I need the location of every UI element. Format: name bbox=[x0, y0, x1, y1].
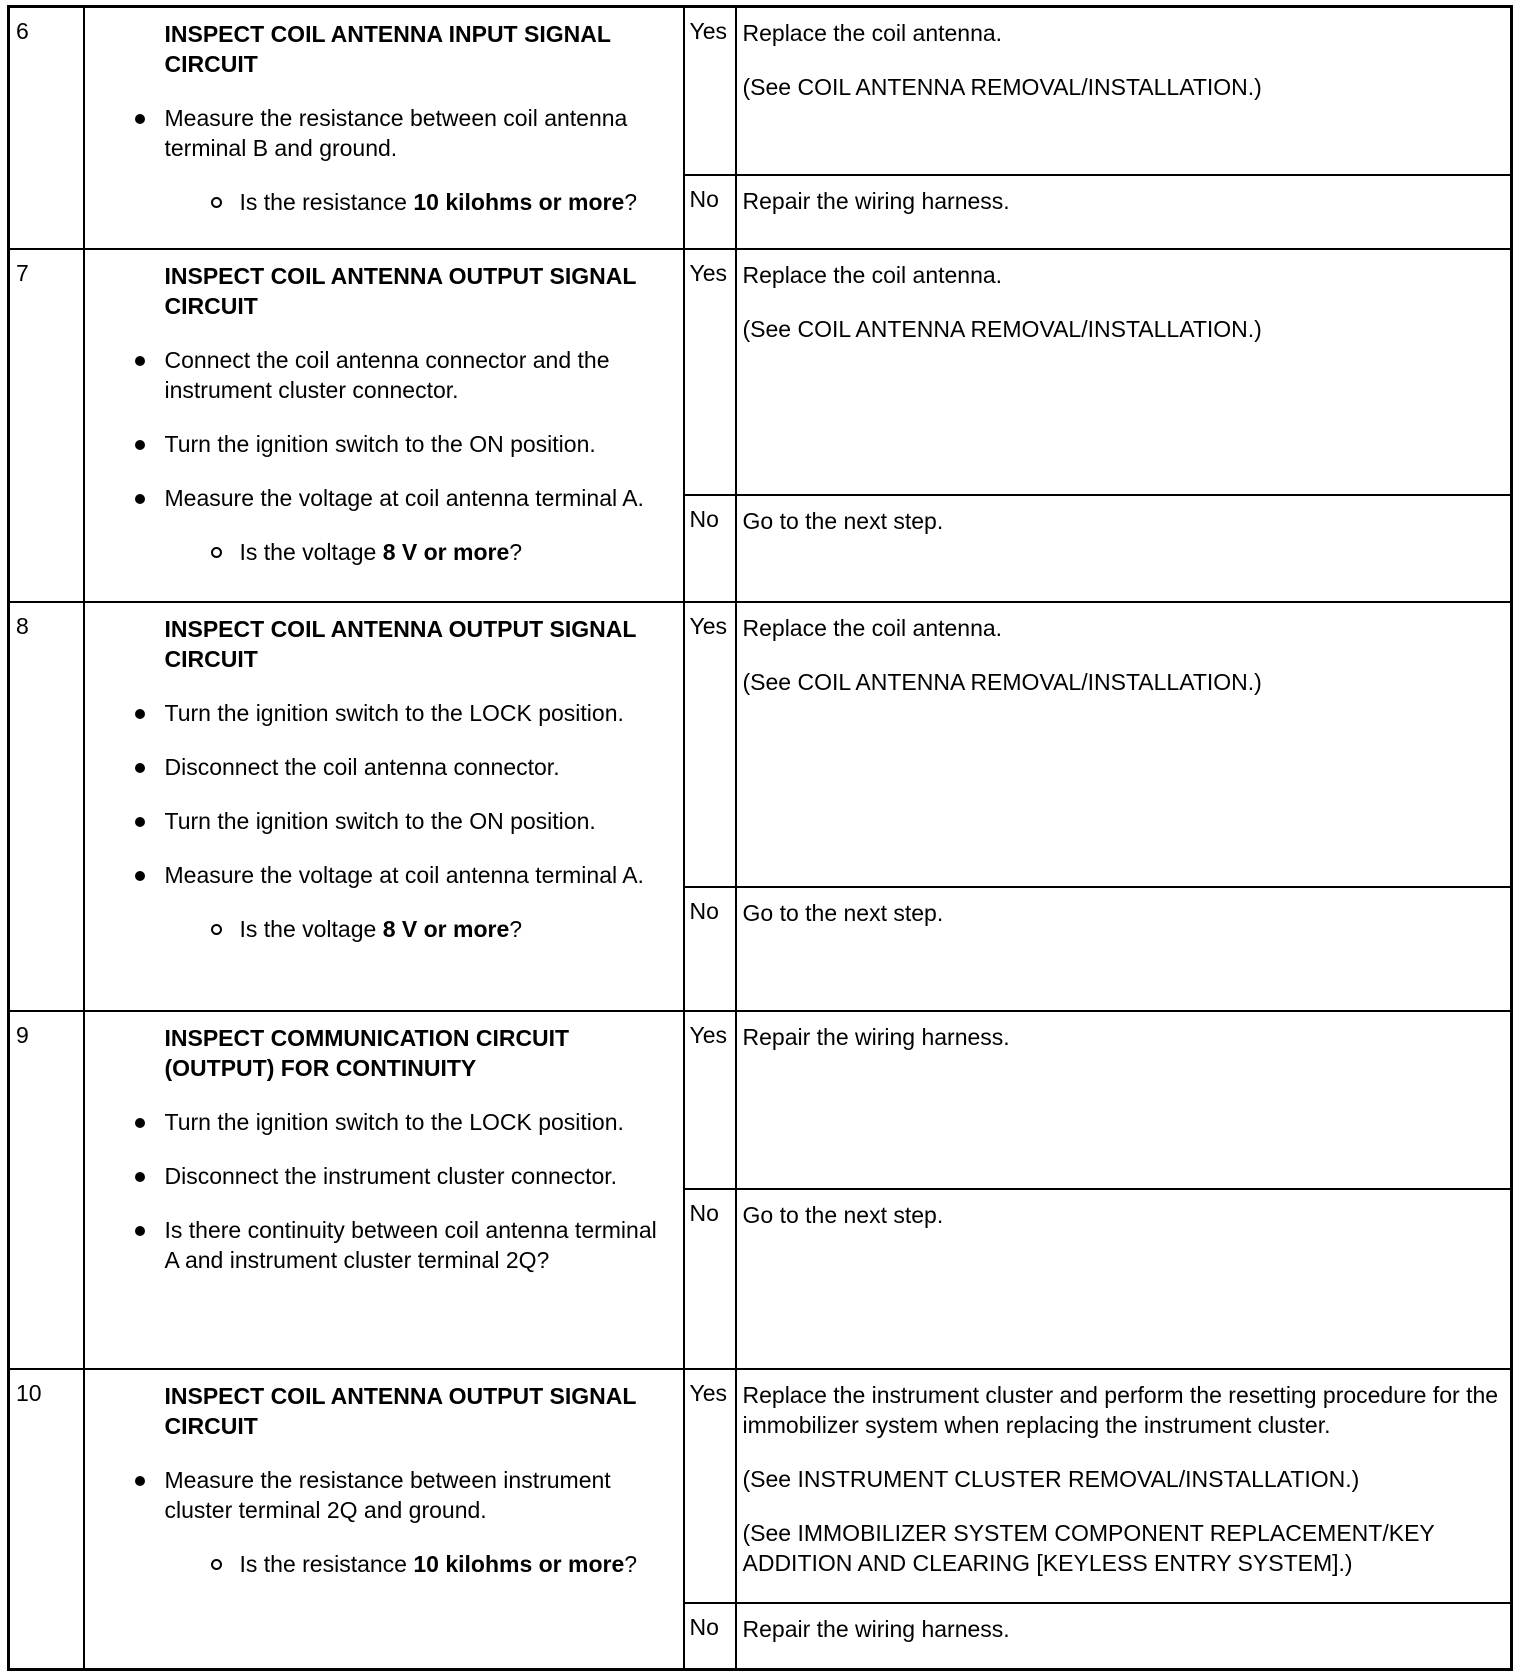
step-bullet: Measure the resistance between coil antenna terminal B and ground. bbox=[165, 103, 663, 163]
step-number: 7 bbox=[9, 249, 84, 602]
step-bullet: Disconnect the instrument cluster connector. bbox=[165, 1161, 663, 1191]
no-label: No bbox=[684, 1603, 736, 1670]
step-body bbox=[84, 1369, 684, 1670]
yes-label: Yes bbox=[684, 7, 736, 175]
step-bullet: Turn the ignition switch to the ON position. bbox=[165, 806, 663, 836]
step-bullet: Measure the voltage at coil antenna terminal A. bbox=[165, 483, 663, 513]
no-result: Go to the next step. bbox=[736, 495, 1512, 602]
step-number: 8 bbox=[9, 602, 84, 1011]
no-result: Go to the next step. bbox=[736, 887, 1512, 1011]
yes-result: Replace the coil antenna. (See COIL ANTENNA REMOVAL/INSTALLATION.) bbox=[736, 602, 1512, 887]
step-6-yes-row bbox=[9, 7, 1512, 175]
yes-result: Replace the coil antenna. (See COIL ANTENNA REMOVAL/INSTALLATION.) bbox=[736, 249, 1512, 495]
step-question: Is the voltage 8 V or more? bbox=[240, 914, 663, 944]
no-label: No bbox=[684, 1189, 736, 1369]
yes-result: Replace the instrument cluster and perform the resetting procedure for the immobilizer system when replacing the instrument cluster. (See INSTRUMENT CLUSTER REMOVAL/INSTALLATION.) (See IMMOBILIZER SYSTEM COMPONENT REPLACEMENT/KEY ADDITION AND CLEARING [KEYLESS ENTRY SYSTEM].) bbox=[736, 1369, 1512, 1603]
step-number: 6 bbox=[9, 7, 84, 249]
step-title: INSPECT COIL ANTENNA OUTPUT SIGNAL CIRCUIT bbox=[164, 262, 637, 319]
step-8-yes-row bbox=[9, 602, 1512, 887]
step-body bbox=[84, 602, 684, 1011]
step-bullet: Turn the ignition switch to the ON position. bbox=[165, 429, 663, 459]
no-result: Repair the wiring harness. bbox=[736, 175, 1512, 249]
step-bullet: Disconnect the coil antenna connector. bbox=[165, 752, 663, 782]
step-9-yes-row bbox=[9, 1011, 1512, 1189]
step-bullet: Turn the ignition switch to the LOCK position. bbox=[165, 1107, 663, 1137]
yes-label: Yes bbox=[684, 249, 736, 495]
step-7-yes-row bbox=[9, 249, 1512, 495]
step-bullet: Turn the ignition switch to the LOCK position. bbox=[165, 698, 663, 728]
step-10-yes-row bbox=[9, 1369, 1512, 1603]
yes-label: Yes bbox=[684, 1011, 736, 1189]
yes-label: Yes bbox=[684, 602, 736, 887]
yes-result: Repair the wiring harness. bbox=[736, 1011, 1512, 1189]
step-question: Is the resistance 10 kilohms or more? bbox=[240, 187, 663, 217]
step-bullet: Measure the resistance between instrument cluster terminal 2Q and ground. bbox=[165, 1465, 663, 1525]
step-body bbox=[84, 1011, 684, 1369]
step-body bbox=[84, 7, 684, 249]
no-label: No bbox=[684, 495, 736, 602]
step-title: INSPECT COIL ANTENNA OUTPUT SIGNAL CIRCUIT bbox=[164, 1382, 637, 1439]
yes-result: Replace the coil antenna. (See COIL ANTENNA REMOVAL/INSTALLATION.) bbox=[736, 7, 1512, 175]
no-result: Go to the next step. bbox=[736, 1189, 1512, 1369]
yes-label: Yes bbox=[684, 1369, 736, 1603]
step-title: INSPECT COMMUNICATION CIRCUIT (OUTPUT) FOR CONTINUITY bbox=[164, 1024, 570, 1081]
step-bullet: Connect the coil antenna connector and the instrument cluster connector. bbox=[165, 345, 663, 405]
no-result: Repair the wiring harness. bbox=[736, 1603, 1512, 1670]
no-label: No bbox=[684, 887, 736, 1011]
step-body bbox=[84, 249, 684, 602]
step-question: Is the resistance 10 kilohms or more? bbox=[240, 1549, 663, 1579]
step-number: 9 bbox=[9, 1011, 84, 1369]
step-question: Is the voltage 8 V or more? bbox=[240, 537, 663, 567]
step-title: INSPECT COIL ANTENNA OUTPUT SIGNAL CIRCUIT bbox=[164, 615, 637, 672]
step-title: INSPECT COIL ANTENNA INPUT SIGNAL CIRCUIT bbox=[164, 21, 611, 77]
step-bullet: Is there continuity between coil antenna terminal A and instrument cluster terminal 2Q? bbox=[165, 1215, 663, 1275]
troubleshooting-table bbox=[7, 5, 1513, 1671]
step-number: 10 bbox=[9, 1369, 84, 1670]
no-label: No bbox=[684, 175, 736, 249]
step-bullet: Measure the voltage at coil antenna terminal A. bbox=[165, 860, 663, 890]
